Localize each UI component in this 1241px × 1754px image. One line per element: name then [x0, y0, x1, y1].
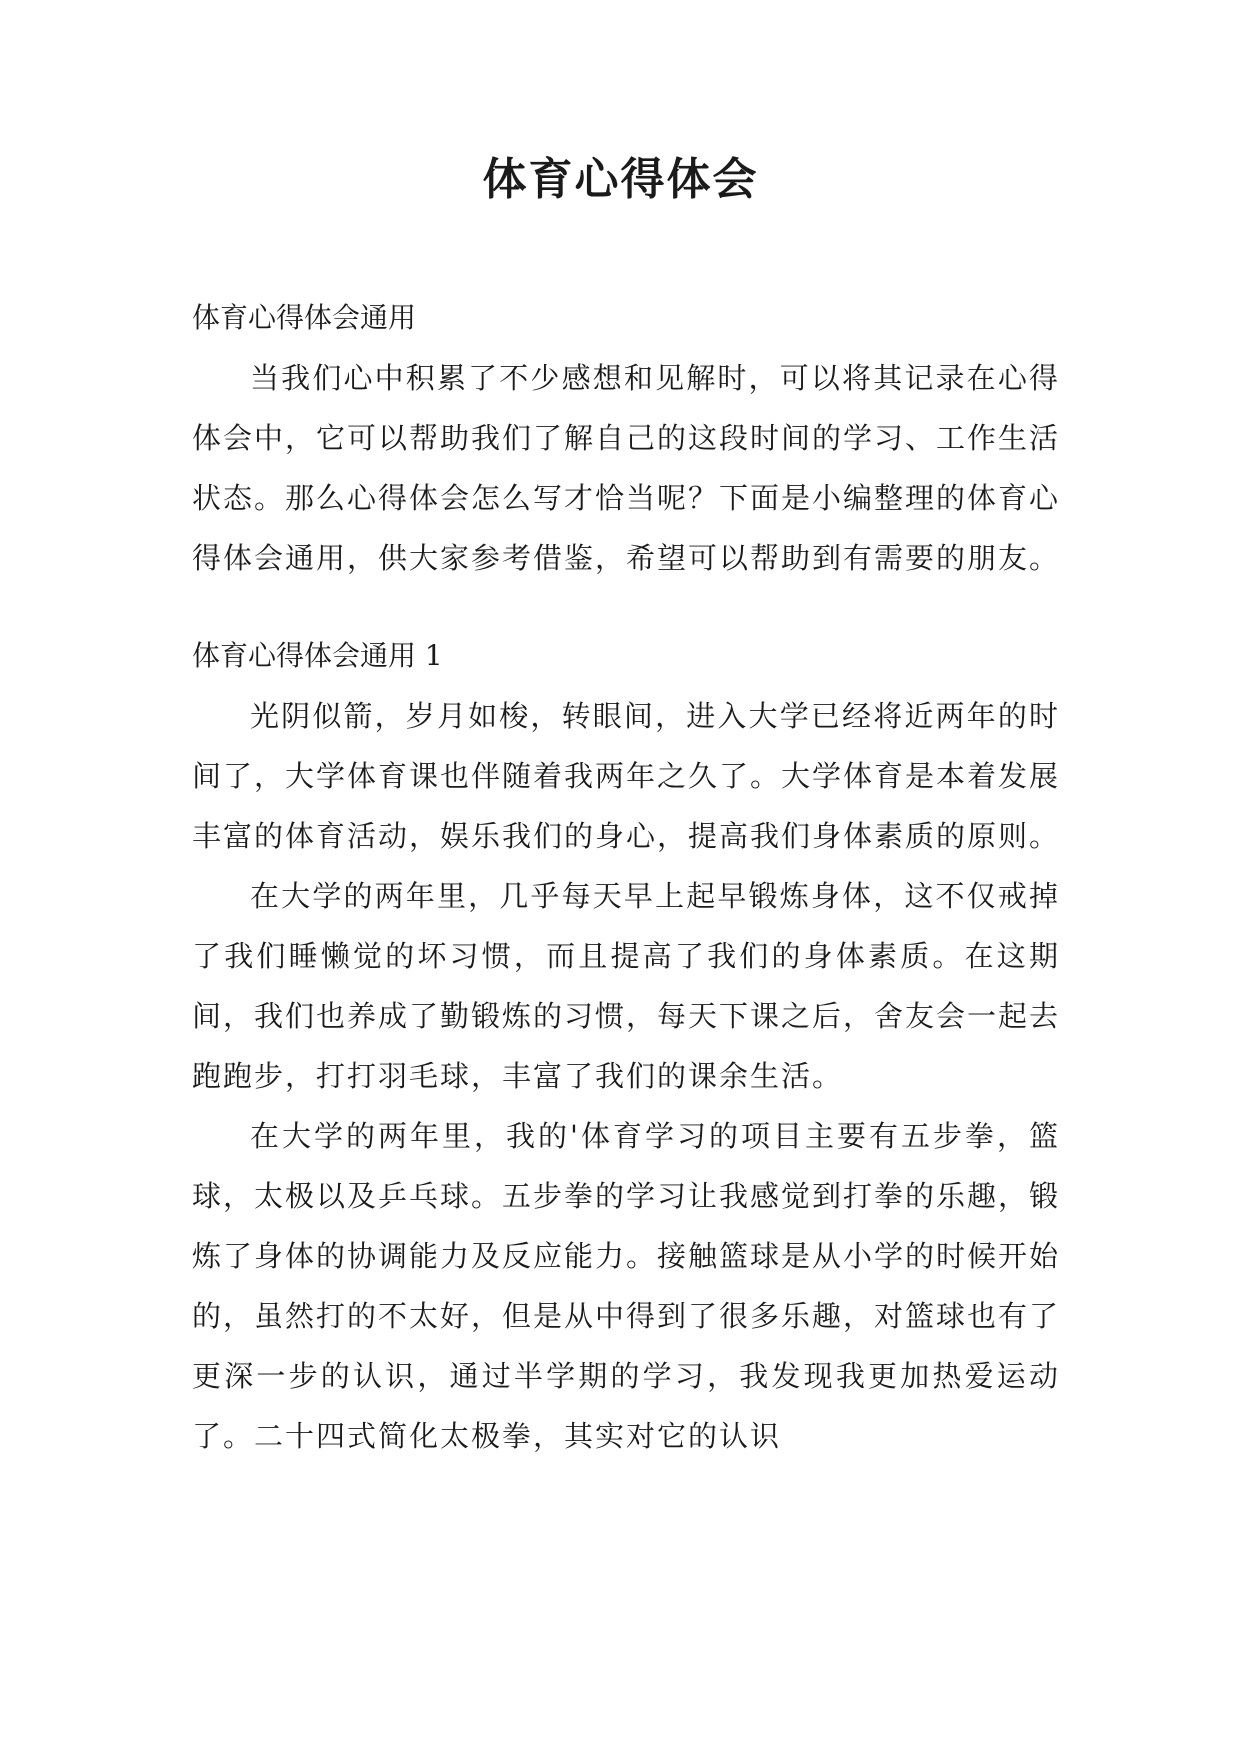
document-body [192, 288, 1060, 1466]
intro-paragraph: 当我们心中积累了不少感想和见解时，可以将其记录在心得体会中，它可以帮助我们了解自己的这段时间的学习、工作生活状态。那么心得体会怎么写才恰当呢？下面是小编整理的体育心得体会通用，供大家参考借鉴，希望可以帮助到有需要的朋友。 [192, 361, 1061, 575]
section-1-paragraph: 在大学的两年里，我的'体育学习的项目主要有五步拳，篮球，太极以及乒乓球。五步拳的学习让我感觉到打拳的乐趣，锻炼了身体的协调能力及反应能力。接触篮球是从小学的时候开始的，虽然打的不太好，但是从中得到了很多乐趣，对篮球也有了更深一步的认识，通过半学期的学习，我发现我更加热爱运动了。二十四式简化太极拳，其实对它的认识 [192, 1119, 1061, 1453]
section-1-paragraph: 光阴似箭，岁月如梭，转眼间，进入大学已经将近两年的时间了，大学体育课也伴随着我两年之久了。大学体育是本着发展丰富的体育活动，娱乐我们的身心，提高我们身体素质的原则。 [192, 699, 1061, 853]
section-heading-intro: 体育心得体会通用 [192, 301, 417, 334]
section-1-paragraph: 在大学的两年里，几乎每天早上起早锻炼身体，这不仅戒掉了我们睡懒觉的坏习惯，而且提高了我们的身体素质。在这期间，我们也养成了勤锻炼的习惯，每天下课之后，舍友会一起去跑跑步，打打羽毛球，丰富了我们的课余生活。 [192, 879, 1061, 1093]
document-title: 体育心得体会 [482, 154, 759, 205]
section-heading-1: 体育心得体会通用 1 [192, 639, 443, 672]
section-spacer [192, 588, 1060, 626]
